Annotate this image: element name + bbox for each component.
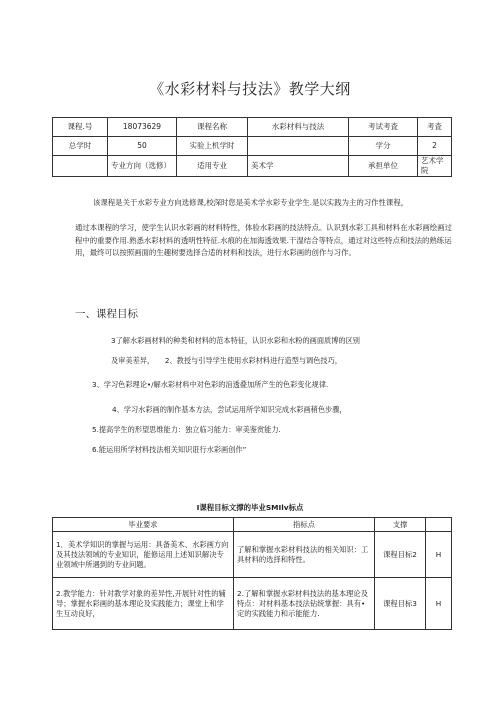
table-cell: 考试考査 <box>349 118 418 137</box>
course-info-table <box>52 117 452 177</box>
section-heading: 一、课程目标 <box>75 308 138 320</box>
objective-line: 6.能运用所学材料技法相关知识诳行水彩画创作” <box>92 445 247 454</box>
table-row <box>53 578 452 630</box>
table-header-row <box>53 518 452 532</box>
table-cell: 考査 <box>418 118 452 137</box>
table-row <box>53 532 452 578</box>
requirement-cell: 2.教学能力：针对教学对象的差异性,开展针对性的辅导；掌握水彩画的基本理论及实践能力；课堂上和学生互动良好， <box>53 578 234 630</box>
table-row <box>53 137 452 156</box>
table-cell: 课程名称 <box>177 118 248 137</box>
objective-line: 3、学习色彩理论•/解水彩材料中对色彩的涫透叠加所产生的色彩变化规律. <box>92 380 329 389</box>
indicator-cell: 2.了解和掌握水彩材料技法的基本理论及特点：对材料基本技法钻统掌握：具有•定的实践能力和示能能力. <box>234 578 375 630</box>
objective-line: 5.提高学生的形望思维能力：独立临习能力：审美鉴赏能力. <box>92 425 281 434</box>
table-cell: 18073629 <box>108 118 177 137</box>
level-cell: H <box>426 532 452 578</box>
objective-line: 3了解水彩画材料的种类和材料的范本特征，认识水彩和水粉的画面质博的区别 <box>111 336 360 345</box>
support-cell: 课程目标3 <box>375 578 426 630</box>
document-title: 《水彩材料与技法》教学大纲 <box>149 80 351 98</box>
column-header: 指标点 <box>234 518 375 532</box>
table-row <box>53 118 452 137</box>
table-cell: 专业方向（选修） <box>108 156 177 177</box>
column-header <box>426 518 452 532</box>
level-cell: H <box>426 578 452 630</box>
table-cell: 适用专业 <box>177 156 248 177</box>
indicator-cell: 了解和掌握水彩材料技法的相关知识：工具材料的选择和特性。 <box>234 532 375 578</box>
table-title: I课程目标文撑的毕业SMIlv标点 <box>196 503 304 512</box>
table-cell: 课程.号 <box>53 118 108 137</box>
table-cell <box>53 156 108 177</box>
table-cell: 艺术学院 <box>418 156 452 177</box>
requirement-cell: 1．美术学知识的掌握与运用：具备美术、水彩画方向及其技法领域的专业知识，能修运用上述知识解决专业领域中所遇到的专业问题。 <box>53 532 234 578</box>
column-header: 支撑 <box>375 518 426 532</box>
support-cell: 课程目标2 <box>375 532 426 578</box>
requirements-table <box>52 517 452 630</box>
table-cell: 水彩材料与技法 <box>248 118 349 137</box>
objective-line: 及审美差异， 2、教授与引导学生使用水彩材料进行造型与调色技巧， <box>111 356 342 365</box>
table-cell: 2 <box>418 137 452 156</box>
table-cell: 50 <box>108 137 177 156</box>
table-cell: 实验上机学时 <box>177 137 248 156</box>
table-cell: 学分 <box>349 137 418 156</box>
table-row <box>53 156 452 177</box>
table-cell <box>248 137 349 156</box>
intro-paragraph: 通过本课程的学习，使学生认识水彩画的材料特性，体验水彩画的技法特点。认识到水彩工具和材料在水彩画绘画过程中的重要作用.熟悉水彩材料的透明性特征.水痕的在加海透效果.干湿结合等特点，通过对这些特点和技法的熟练运用，最终可以按照画面的生趣树要选择合适的材料和技法，进行水彩画的创作与习作。 <box>75 223 452 257</box>
objective-line: 4、学习水彩画的制作基本方法，尝试运用所学知识完成水彩画稍色步骤， <box>112 405 347 414</box>
table-cell: 承担单位 <box>349 156 418 177</box>
column-header: 毕业要求 <box>53 518 234 532</box>
table-cell: 美术学 <box>248 156 349 177</box>
intro-paragraph: 该课程是关于水彩专业方向选修课,校深时您是美术学水彩专业学生.是以实践为主的习作性课程， <box>93 198 409 207</box>
table-cell: 总学时 <box>53 137 108 156</box>
